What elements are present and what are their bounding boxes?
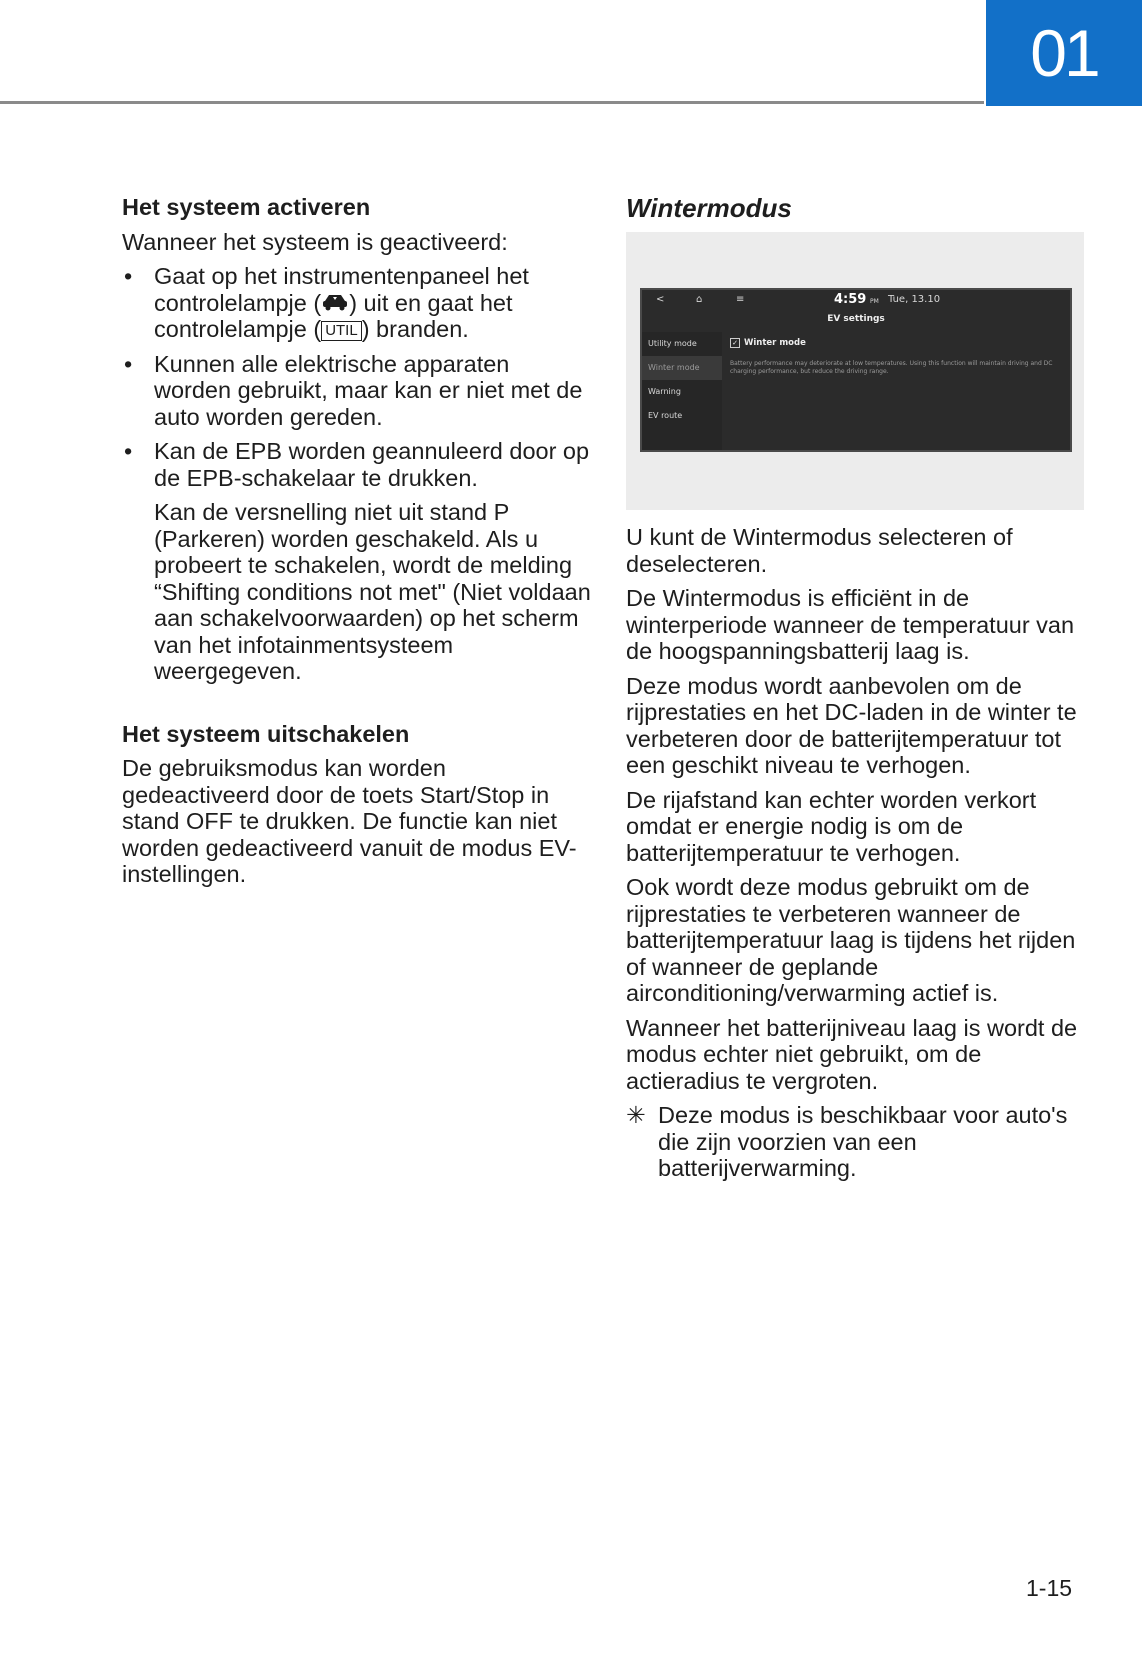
section-heading: Wintermodus — [626, 193, 792, 223]
page-number: 1-15 — [1026, 1575, 1073, 1601]
car-indicator-icon — [321, 291, 349, 313]
screen-content — [730, 338, 1062, 376]
asterisk-icon: ✳ — [626, 1102, 646, 1128]
paragraph: De Wintermodus is efficiënt in de winterperiode wanneer de temperatuur van de hoogspanningsbatterij laag is. — [626, 585, 1075, 664]
header-rule — [0, 101, 984, 104]
note-text: Deze modus is beschikbaar voor auto's die zijn voorzien van een batterijverwarming. — [658, 1102, 1068, 1181]
sidebar-item: EV route — [648, 411, 683, 420]
paragraph: U kunt de Wintermodus selecteren of deselecteren. — [626, 524, 1013, 577]
screen-figure — [626, 232, 1084, 510]
sidebar-item: Warning — [648, 387, 681, 396]
left-column — [122, 194, 592, 896]
bullet1-text-c: ) branden. — [361, 316, 469, 342]
screen-time: 4:59 — [834, 292, 867, 307]
chapter-number: 01 — [1030, 16, 1098, 90]
sidebar-item: Winter mode — [642, 356, 722, 380]
screen-sidebar — [642, 332, 722, 450]
right-column — [626, 194, 1086, 1190]
screen-title: EV settings — [827, 314, 885, 324]
option-label: Winter mode — [744, 338, 806, 348]
deactivate-text: De gebruiksmodus kan worden gedeactiveerd door de toets Start/Stop in stand OFF te drukken. De functie kan niet worden gedeactiveerd vanuit de modus EV-instellingen. — [122, 755, 577, 887]
bullet-continuation: Kan de versnelling niet uit stand P (Parkeren) worden geschakeld. Als u probeert te schakelen, wordt de melding “Shifting conditions not met" (Niet voldaan aan schakelvoorwaarden) op het scherm van het infotainmentsysteem weergegeven. — [154, 499, 591, 684]
activate-heading: Het systeem activeren — [122, 194, 371, 220]
bullet1-text-a: Gaat op het instrumentenpaneel het controlelampje ( — [154, 263, 529, 316]
bullet-item: • Kunnen alle elektrische apparaten worden gebruikt, maar kan er niet met de auto worden gereden. — [122, 351, 592, 431]
screen-date: Tue, 13.10 — [888, 294, 941, 305]
bullet1-text-b: ) uit en gaat het controlelampje ( — [154, 289, 513, 342]
paragraph: Ook wordt deze modus gebruikt om de rijprestaties te verbeteren wanneer de batterijtemperatuur laag is tijdens het rijden of wanneer de geplande airconditioning/verwarming actief is. — [626, 874, 1076, 1006]
paragraph: Deze modus wordt aanbevolen om de rijprestaties en het DC-laden in de winter te verbeteren door de batterijtemperatuur tot een geschikt niveau te verhogen. — [626, 672, 1077, 778]
util-indicator-icon: UTIL — [321, 321, 362, 341]
winter-mode-option — [730, 338, 1062, 348]
bullet-item — [122, 263, 592, 343]
paragraph: Wanneer het batterijniveau laag is wordt de modus echter niet gebruikt, om de actieradius te vergroten. — [626, 1014, 1078, 1094]
menu-icon: ≡ — [736, 294, 745, 305]
chapter-tab — [986, 0, 1142, 106]
sidebar-item: Utility mode — [648, 339, 697, 348]
note — [626, 1102, 1086, 1182]
checkbox-icon: ✓ — [730, 338, 740, 348]
paragraph: De rijafstand kan echter worden verkort omdat er energie nodig is om de batterijtemperatuur te verhogen. — [626, 786, 1037, 866]
activate-intro: Wanneer het systeem is geactiveerd: — [122, 228, 508, 255]
infotainment-screen — [640, 288, 1072, 452]
back-icon: < — [656, 294, 665, 305]
option-description: Battery performance may deteriorate at low temperatures. Using this function will maintain driving and DC charging performance, but reduce the driving range. — [730, 360, 1053, 375]
bullet-item: • Kan de EPB worden geannuleerd door op de EPB-schakelaar te drukken. — [122, 438, 592, 491]
screen-ampm: PM — [870, 298, 879, 305]
deactivate-heading: Het systeem uitschakelen — [122, 720, 410, 747]
screen-status-bar — [642, 290, 1070, 312]
home-icon: ⌂ — [696, 294, 703, 305]
